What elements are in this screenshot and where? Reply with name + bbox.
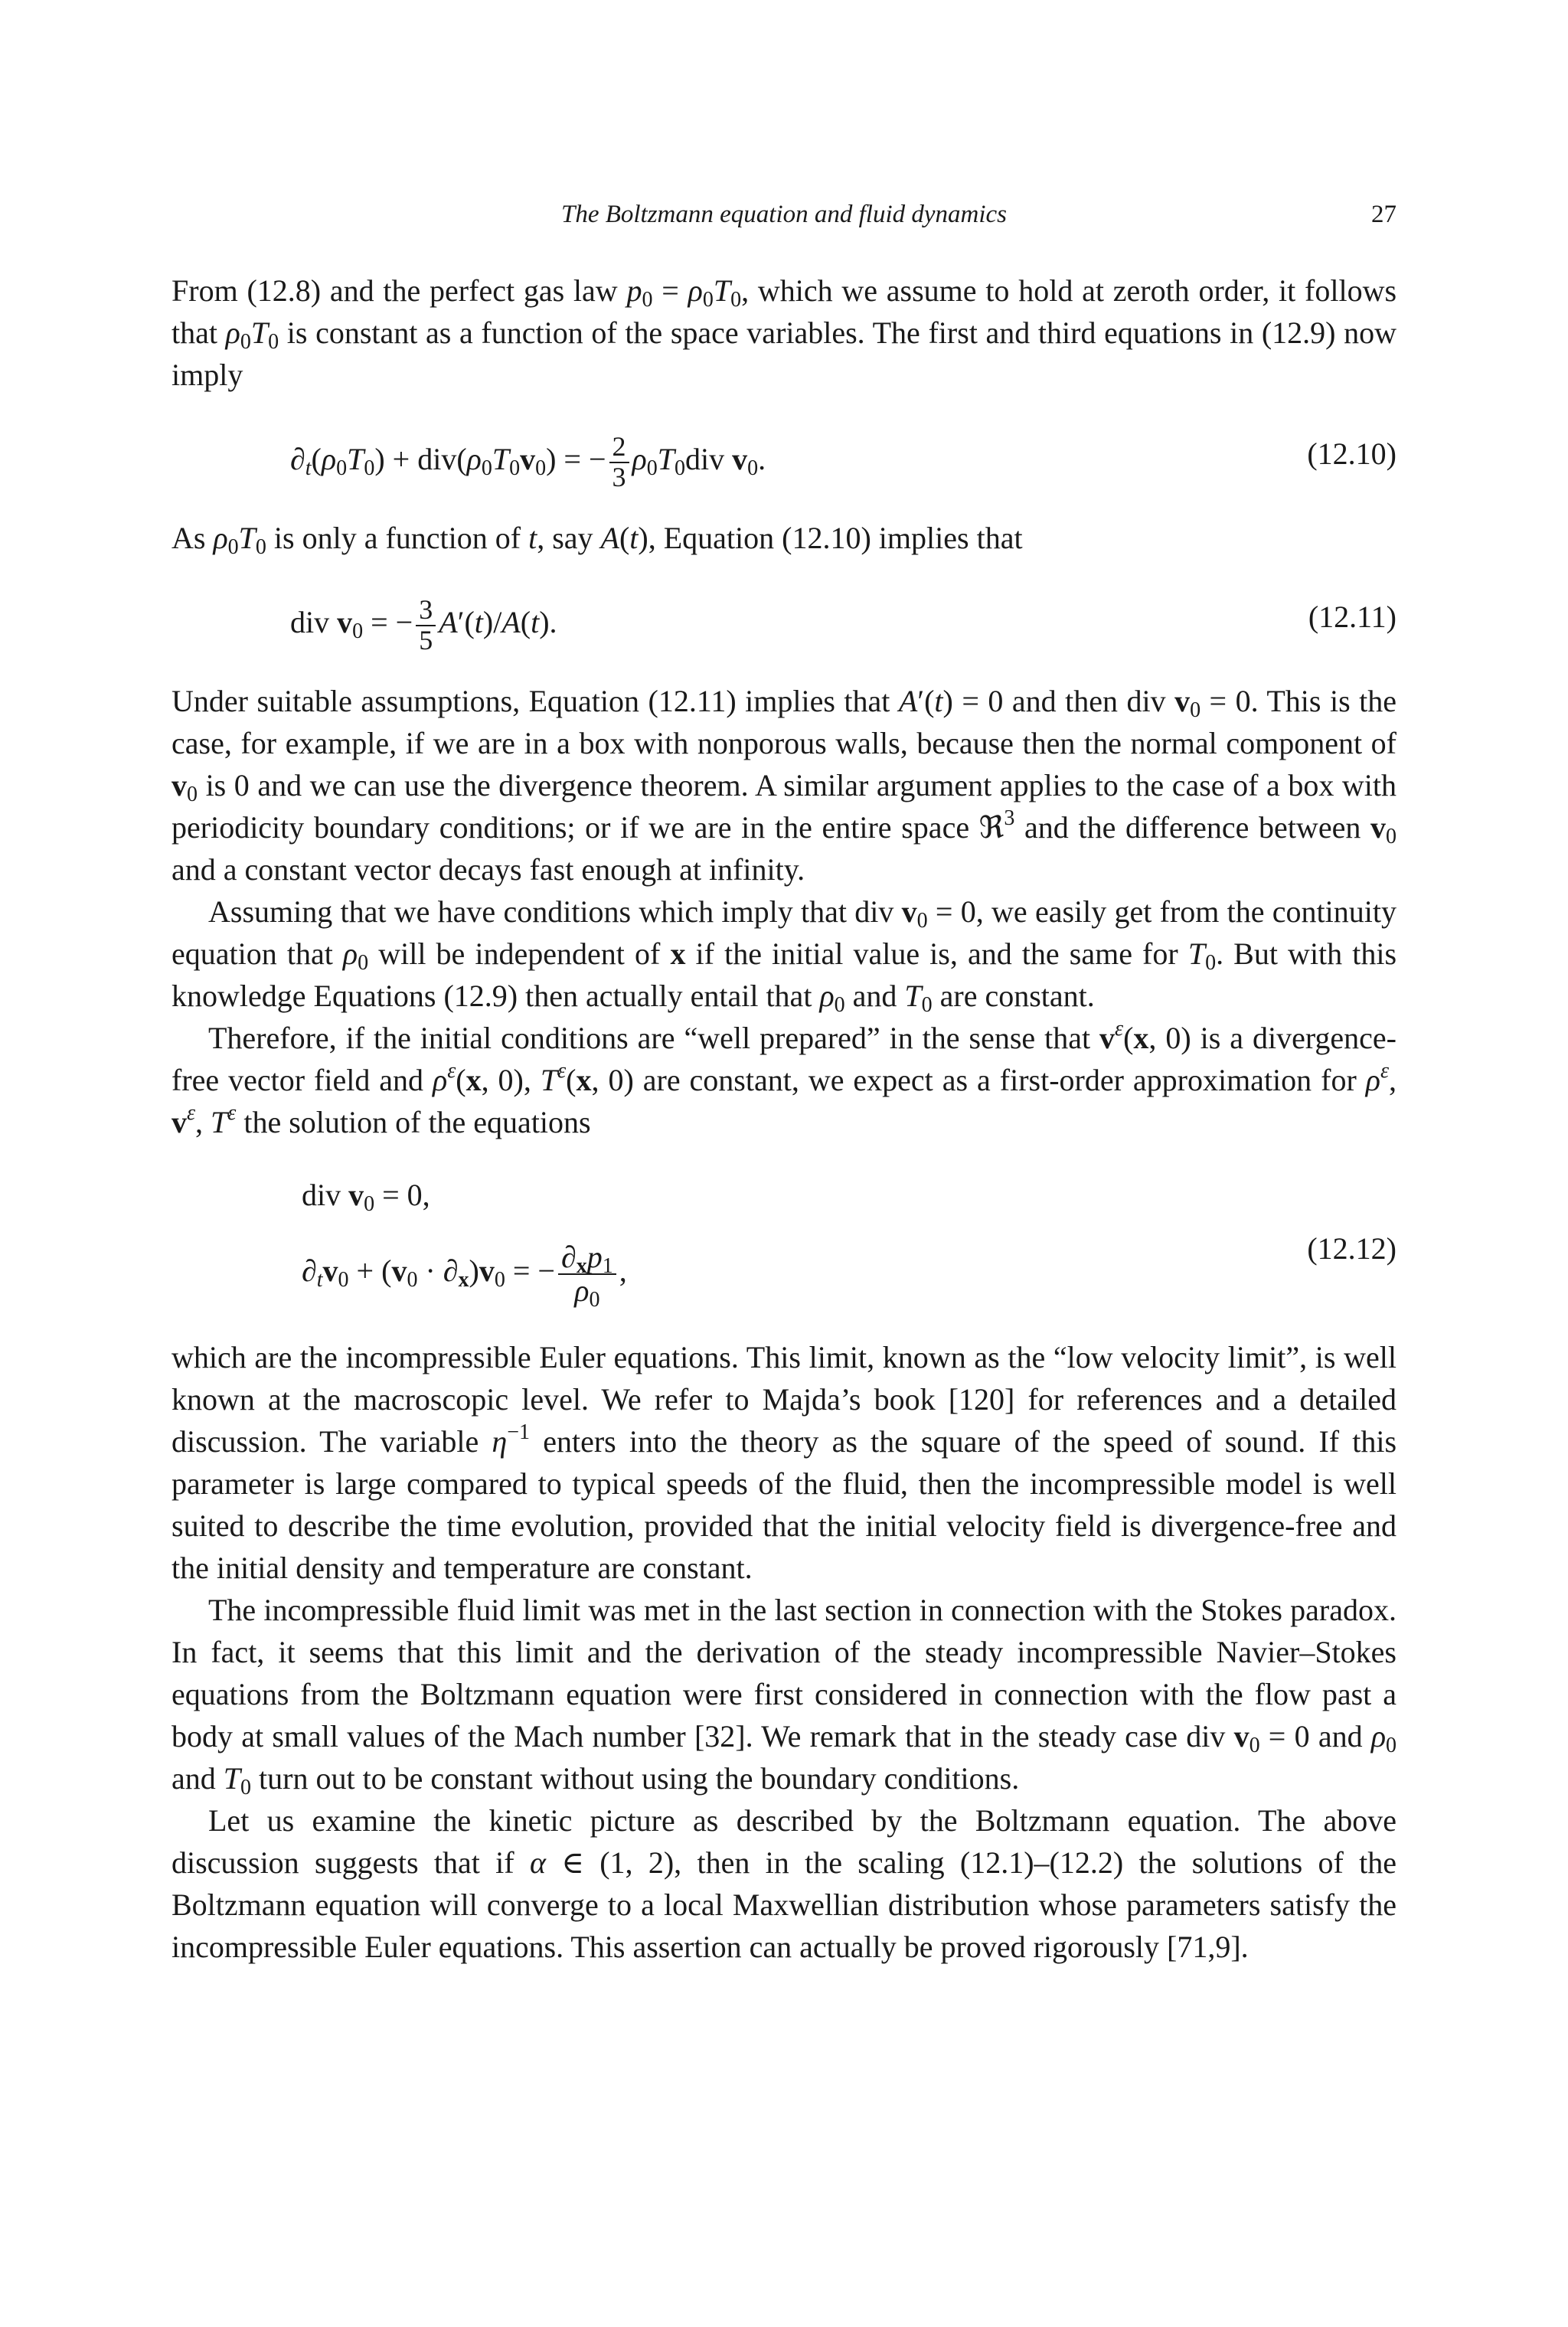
paragraph-7: The incompressible fluid limit was met in the last section in connection with the Stokes paradox. In fact, it seems that this limit and the derivation of the steady incompressible Navier–Stokes equations from the Boltzmann equation were first considered in connection with the flow past a body at small values of the Mach number [32]. We remark that in the steady case div $v_0 = 0$ and $\rho_0$ and $T_0$ turn out to be constant without using the boundary conditions. (172, 1593, 1397, 1799)
equation-12-10 (172, 404, 1396, 509)
equation-12-12 (172, 1151, 1396, 1329)
paragraph-5: Therefore, if the initial conditions are “well prepared” in the sense that $v^\varepsilon(x$, 0) is a divergence-free vector field and $\rho^\varepsilon(x$, 0), $T^\varepsilon(x$, 0) are constant, we expect as a first-order approximation for $\rho^\varepsilon$, $v^\varepsilon$, $T^\varepsilon$ the solution of the equations (172, 1017, 1396, 1139)
equation-12-12-line-1: div $v_0 = 0$, (302, 1178, 430, 1216)
page-header (172, 201, 1396, 239)
equation-12-11 (172, 567, 1396, 672)
page-body (172, 270, 1396, 1968)
paragraph-6: which are the incompressible Euler equations. This limit, known as the “low velocity limit”, is well known at the macroscopic level. We refer to Majda’s book [120] for references and a detailed discussion. The variable $\eta^{-1}$ enters into the theory as the square of the speed of sound. If this parameter is large compared to typical speeds of the fluid, then the incompressible model is well suited to describe the time evolution, provided that the initial velocity field is divergence-free and the initial density and temperature are constant. (172, 1340, 1397, 1585)
page-number: 27 (1371, 201, 1396, 228)
equation-12-10-body: $\partial_t(\rho_0T_0) + div(\rho_0T_0v_0)$ = − $\frac{2}{3}$ $\rho_0T_0div$ $v_0$. (290, 431, 766, 492)
paragraph-4: Assuming that we have conditions which imply that div $v_0 = 0$, we easily get from the continuity equation that $\rho_0$ will be independent of x if the initial value is, and the same for $T_0$. But with this knowledge Equations (12.9) then actually entail that $\rho_0$ and $T_0$ are constant. (172, 894, 1397, 1017)
paragraph-1: From (12.8) and the perfect gas law $p_0 = \rho_0T_0$, which we assume to hold at zeroth order, it follows that $\rho_0T_0$ is constant as a function of the space variables. The first and third equations in (12.9) now imply (172, 273, 1397, 392)
equation-12-11-body: div $v_0$ = − $\frac{3}{5}$ A′(t)/A(t). (290, 594, 557, 655)
equation-number: (12.10) (1307, 436, 1396, 471)
paragraph-8: Let us examine the kinetic picture as described by the Boltzmann equation. The above discussion suggests that if α ∈ (1, 2), then in the scaling (12.1)–(12.2) the solutions of the Boltzmann equation will converge to a local Maxwellian distribution whose parameters satisfy the incompressible Euler equations. This assertion can actually be proved rigorously [71,9]. (172, 1803, 1397, 1964)
equation-number: (12.11) (1308, 600, 1396, 634)
equation-number: (12.12) (1307, 1231, 1396, 1266)
paragraph-2: As $\rho_0T_0$ is only a function of t, say A(t), Equation (12.10) implies that (172, 521, 1023, 559)
running-title: The Boltzmann equation and fluid dynamics (560, 201, 1008, 228)
equation-12-12-line-2: $\partial_tv_0 + (v_0 \cdot \partial_x)v_0$ = − $\frac{\partial_xp_1}{\rho_0}$ , (302, 1240, 627, 1312)
paragraph-3: Under suitable assumptions, Equation (12.11) implies that A′(t) = 0 and then div $v_0 = 0$. This is the case, for example, if we are in a box with nonporous walls, because then the normal component of $v_0$ is 0 and we can use the divergence theorem. A similar argument applies to the case of a box with periodicity boundary conditions; or if we are in the entire space ℜ$^3$ and the difference between $v_0$ and a constant vector decays fast enough at infinity. (172, 684, 1397, 887)
